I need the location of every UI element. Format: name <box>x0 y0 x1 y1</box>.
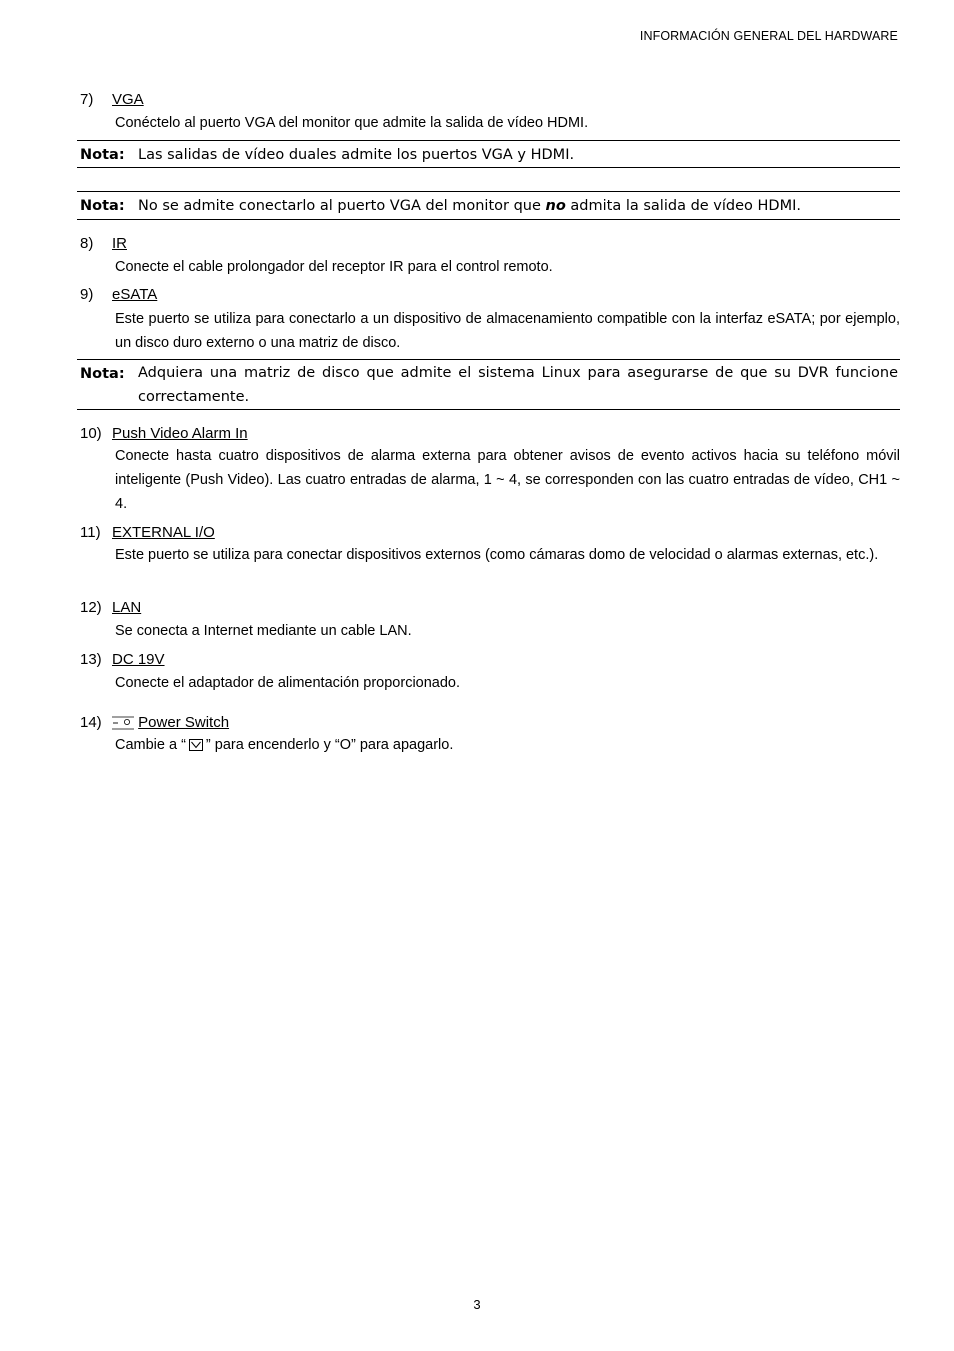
note-text: Las salidas de vídeo duales admite los puertos VGA y HDMI. <box>138 147 575 163</box>
item-number: 11) <box>80 524 101 541</box>
item-number: 13) <box>80 651 102 668</box>
note-label: Nota: <box>80 366 125 382</box>
note-label: Nota: <box>80 198 125 214</box>
note-text: Adquiera una matriz de disco que admite el sistema Linux para asegurarse de que su DVR funcione correctamente. <box>138 365 898 405</box>
item-number: 12) <box>80 599 102 616</box>
item-title: VGA <box>112 91 144 108</box>
item-description: Conecte hasta cuatro dispositivos de alarma externa para obtener avisos de evento activos hacia su teléfono móvil inteligente (Push Video). Las cuatro entradas de alarma, 1 ~ 4, se corresponden con las cuatro entradas de vídeo, CH1 ~ 4. <box>115 448 900 512</box>
item-description: Este puerto se utiliza para conectar dispositivos externos (como cámaras domo de velocidad o alarmas externas, etc.). <box>115 547 879 563</box>
note-box <box>77 191 900 220</box>
power-on-symbol-icon <box>189 739 203 751</box>
item-description: Conecte el cable prolongador del receptor IR para el control remoto. <box>115 259 553 275</box>
item-title: IR <box>112 235 127 252</box>
item-number: 10) <box>80 425 102 442</box>
item-number: 7) <box>80 91 94 108</box>
item-number: 9) <box>80 286 94 303</box>
item-description: Se conecta a Internet mediante un cable LAN. <box>115 623 412 639</box>
item-description: Conéctelo al puerto VGA del monitor que admite la salida de vídeo HDMI. <box>115 115 589 131</box>
note-box <box>77 140 900 168</box>
item-title: DC 19V <box>112 651 165 668</box>
note-text: No se admite conectarlo al puerto VGA del monitor que no admita la salida de vídeo HDMI. <box>138 198 801 214</box>
item-description: Conecte el adaptador de alimentación proporcionado. <box>115 675 461 691</box>
item-title: Power Switch <box>112 714 229 731</box>
item-number: 8) <box>80 235 94 252</box>
item-title: LAN <box>112 599 142 616</box>
note-box <box>77 359 900 410</box>
item-title: EXTERNAL I/O <box>112 524 215 541</box>
note-label: Nota: <box>80 147 125 163</box>
page-number: 3 <box>473 1297 481 1312</box>
item-number: 14) <box>80 714 102 731</box>
item-description: Cambie a “ ” para encenderlo y “O” para apagarlo. <box>115 737 454 753</box>
power-switch-icon <box>112 716 134 730</box>
note-emphasis: no <box>545 198 566 214</box>
item-title: eSATA <box>112 286 158 303</box>
item-description: Este puerto se utiliza para conectarlo a un dispositivo de almacenamiento compatible con la interfaz eSATA; por ejemplo, un disco duro externo o una matriz de disco. <box>115 311 900 351</box>
running-header: INFORMACIÓN GENERAL DEL HARDWARE <box>639 29 898 43</box>
item-title: Push Video Alarm In <box>112 425 248 442</box>
